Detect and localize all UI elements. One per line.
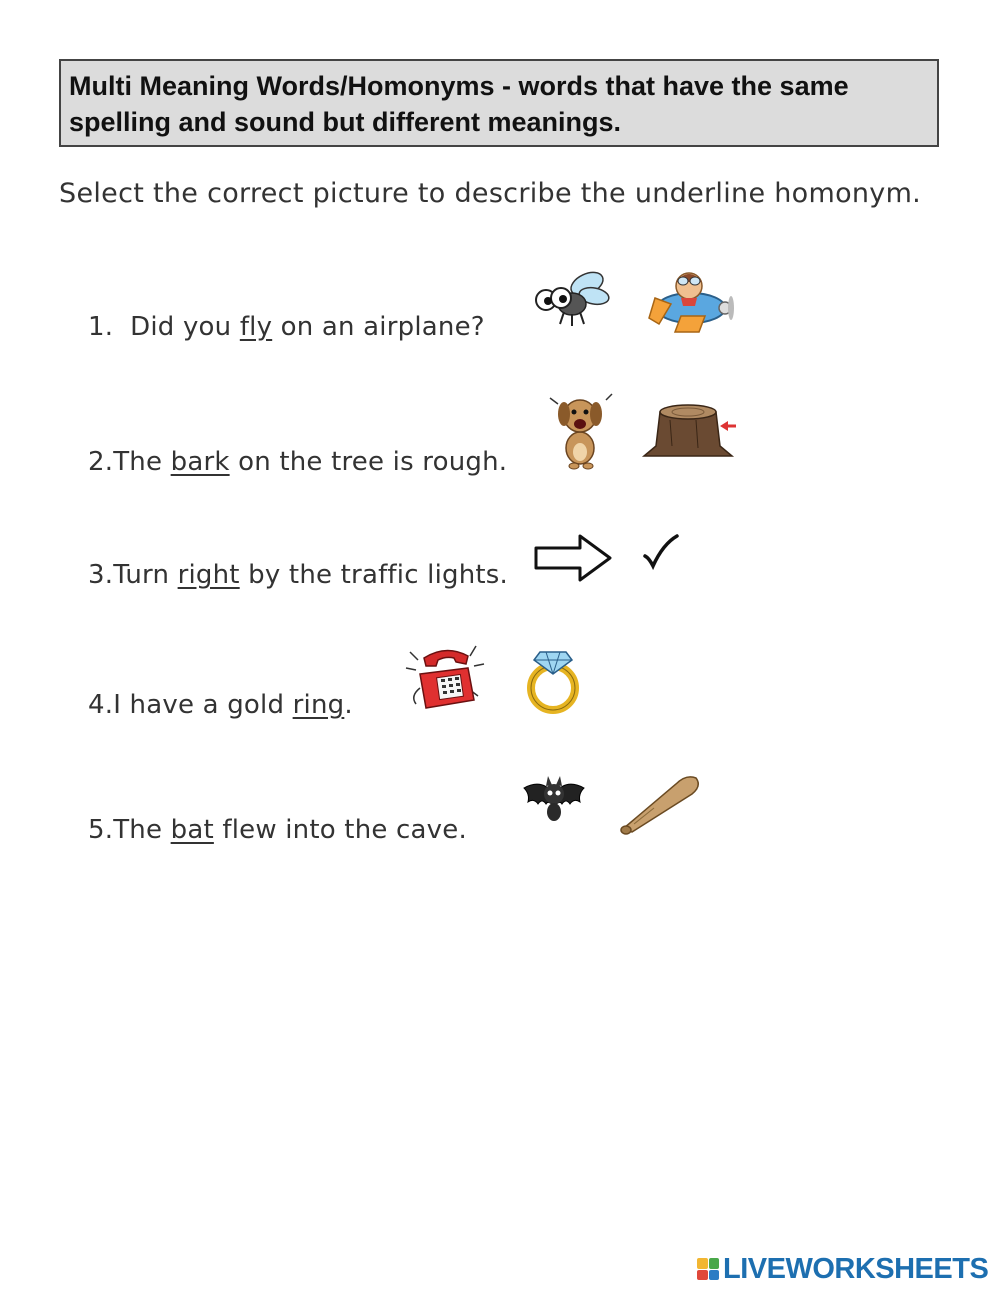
diamond-ring-icon[interactable] [516,634,590,716]
liveworksheets-logo [697,1252,988,1286]
homonym-fly: fly [239,312,273,342]
homonym-ring: ring [292,690,345,720]
right-arrow-icon[interactable] [532,532,614,584]
tree-stump-icon[interactable] [640,398,748,460]
question-4: 4.I have a gold ring. [88,690,353,720]
ringing-phone-icon[interactable] [402,638,490,714]
fly-insect-icon[interactable] [532,262,614,338]
homonym-bat: bat [170,815,214,845]
homonym-right: right [177,560,240,590]
homonym-bark: bark [170,447,230,477]
instruction-text: Select the correct picture to describe the underline homonym. [59,178,922,209]
logo-mark-icon [697,1258,719,1280]
worksheet-title: Multi Meaning Words/Homonyms - words that have the same spelling and sound but different meanings. [69,71,849,137]
baseball-bat-icon[interactable] [614,766,706,838]
pilot-airplane-icon[interactable] [645,258,737,338]
question-2: 2.The bark on the tree is rough. [88,447,508,477]
question-5: 5.The bat flew into the cave. [88,815,467,845]
bat-animal-icon[interactable] [520,772,588,830]
title-box [59,59,939,147]
question-1: 1. Did you fly on an airplane? [88,312,485,342]
checkmark-icon[interactable] [629,522,691,584]
dog-barking-icon[interactable] [548,390,614,470]
question-3: 3.Turn right by the traffic lights. [88,560,508,590]
logo-text: LIVEWORKSHEETS [723,1252,989,1285]
